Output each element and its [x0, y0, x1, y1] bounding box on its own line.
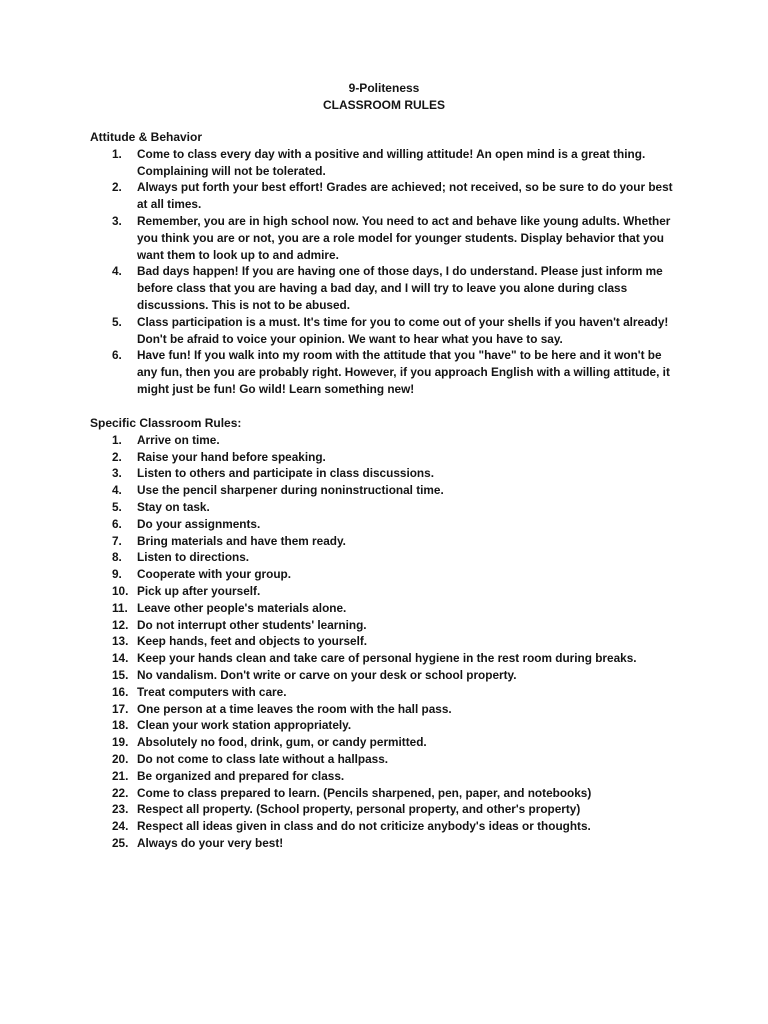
attitude-list-item — [90, 263, 690, 313]
list-item-text-line: before class that you are having a bad day, and I will try to leave you alone during class — [137, 281, 628, 296]
list-item-number: 23. — [112, 802, 129, 817]
list-item-number: 11. — [112, 600, 128, 615]
list-item-text: Do not come to class late without a hallpass. — [137, 751, 389, 766]
list-item-number: 6. — [112, 348, 122, 363]
document-subtitle: CLASSROOM RULES — [322, 98, 445, 112]
rule-list-item — [90, 600, 690, 617]
list-item-number: 9. — [112, 567, 122, 582]
rule-list-item — [90, 835, 690, 852]
attitude-list-item — [90, 179, 690, 213]
list-item-number: 4. — [112, 483, 122, 498]
list-item-text-line: Bad days happen! If you are having one of those days, I do understand. Please just inform me — [137, 264, 663, 279]
list-item-number: 12. — [112, 617, 129, 632]
rule-list-item — [90, 533, 690, 550]
list-item-text: Listen to others and participate in class discussions. — [137, 466, 434, 481]
list-item-number: 1. — [112, 432, 122, 447]
rule-list-item — [90, 499, 690, 516]
list-item-number: 7. — [112, 533, 122, 548]
list-item-number: 17. — [112, 701, 129, 716]
attitude-list-item — [90, 347, 690, 397]
rule-list-item — [90, 583, 690, 600]
list-item-number: 22. — [112, 785, 129, 800]
list-item-number: 8. — [112, 550, 122, 565]
list-item-number: 1. — [112, 146, 122, 161]
list-item-text: Do not interrupt other students' learning. — [137, 617, 367, 632]
list-item-text: Clean your work station appropriately. — [137, 718, 352, 733]
list-item-number: 16. — [112, 684, 129, 699]
list-item-text: Come to class prepared to learn. (Pencils sharpened, pen, paper, and notebooks) — [137, 785, 592, 800]
attitude-behavior-list — [90, 146, 690, 398]
list-item-text-line: discussions. This is not to be abused. — [137, 297, 351, 312]
rule-list-item — [90, 717, 690, 734]
list-item-number: 2. — [112, 449, 122, 464]
rule-list-item — [90, 549, 690, 566]
list-item-text: Absolutely no food, drink, gum, or candy permitted. — [137, 735, 427, 750]
list-item-text: Cooperate with your group. — [137, 567, 292, 582]
rule-list-item — [90, 734, 690, 751]
rule-list-item — [90, 751, 690, 768]
list-item-number: 24. — [112, 819, 129, 834]
list-item-text: No vandalism. Don't write or carve on your desk or school property. — [137, 667, 517, 682]
list-item-number: 10. — [112, 583, 129, 598]
list-item-number: 5. — [112, 499, 122, 514]
list-item-text: Leave other people's materials alone. — [137, 600, 347, 615]
rule-list-item — [90, 516, 690, 533]
list-item-text: Treat computers with care. — [137, 684, 287, 699]
specific-rules-list — [90, 432, 690, 852]
list-item-number: 19. — [112, 735, 129, 750]
list-item-text-line: at all times. — [137, 197, 202, 212]
list-item-text-line: Come to class every day with a positive and willing attitude! An open mind is a great thing. — [137, 146, 646, 161]
list-item-number: 20. — [112, 751, 129, 766]
list-item-text: Stay on task. — [137, 499, 210, 514]
document-title: 9-Politeness — [348, 81, 420, 95]
rule-list-item — [90, 617, 690, 634]
list-item-text-line: might just be fun! Go wild! Learn something new! — [137, 381, 415, 396]
rule-list-item — [90, 768, 690, 785]
attitude-list-item — [90, 213, 690, 263]
list-item-text: Use the pencil sharpener during noninstructional time. — [137, 483, 444, 498]
list-item-text: Bring materials and have them ready. — [137, 533, 346, 548]
rule-list-item — [90, 684, 690, 701]
list-item-text: One person at a time leaves the room with the hall pass. — [137, 701, 452, 716]
rule-list-item — [90, 566, 690, 583]
rule-list-item — [90, 818, 690, 835]
list-item-text: Respect all property. (School property, personal property, and other's property) — [137, 802, 581, 817]
specific-rules-heading: Specific Classroom Rules: — [90, 416, 242, 430]
list-item-text-line: want them to look up to and admire. — [137, 247, 339, 262]
list-item-number: 18. — [112, 718, 129, 733]
list-item-text-line: Class participation is a must. It's time for you to come out of your shells if you haven't already! — [137, 314, 669, 329]
list-item-text-line: Don't be afraid to voice your opinion. We want to hear what you have to say. — [137, 331, 563, 346]
list-item-text: Always do your very best! — [137, 835, 284, 850]
list-item-text-line: you think you are or not, you are a role model for younger students. Display behavior that you — [137, 230, 665, 245]
list-item-number: 14. — [112, 651, 129, 666]
list-item-text: Arrive on time. — [137, 432, 220, 447]
rule-list-item — [90, 633, 690, 650]
list-item-number: 5. — [112, 314, 122, 329]
rule-list-item — [90, 465, 690, 482]
rule-list-item — [90, 432, 690, 449]
rule-list-item — [90, 667, 690, 684]
list-item-text-line: Complaining will not be tolerated. — [137, 163, 326, 178]
specific-rules-section — [90, 415, 690, 852]
list-item-text-line: Remember, you are in high school now. You need to act and behave like young adults. Whether — [137, 213, 671, 228]
list-item-number: 3. — [112, 466, 122, 481]
rule-list-item — [90, 449, 690, 466]
rule-list-item — [90, 701, 690, 718]
list-item-number: 6. — [112, 516, 122, 531]
list-item-text-line: Have fun! If you walk into my room with the attitude that you "have" to be here and it won't be — [137, 348, 662, 363]
list-item-text: Be organized and prepared for class. — [137, 768, 345, 783]
list-item-text: Raise your hand before speaking. — [137, 449, 326, 464]
rule-list-item — [90, 801, 690, 818]
list-item-number: 3. — [112, 213, 122, 228]
attitude-list-item — [90, 314, 690, 348]
list-item-number: 4. — [112, 264, 122, 279]
list-item-number: 25. — [112, 835, 129, 850]
list-item-text: Listen to directions. — [137, 550, 250, 565]
list-item-number: 15. — [112, 667, 129, 682]
list-item-text: Pick up after yourself. — [137, 583, 261, 598]
attitude-behavior-section — [90, 129, 690, 398]
list-item-number: 13. — [112, 634, 129, 649]
attitude-behavior-heading: Attitude & Behavior — [90, 130, 203, 144]
rule-list-item — [90, 482, 690, 499]
list-item-number: 21. — [112, 768, 129, 783]
list-item-text: Keep your hands clean and take care of personal hygiene in the rest room during breaks. — [137, 651, 637, 666]
list-item-text: Respect all ideas given in class and do not criticize anybody's ideas or thoughts. — [137, 819, 591, 834]
list-item-text: Do your assignments. — [137, 516, 261, 531]
rule-list-item — [90, 650, 690, 667]
attitude-list-item — [90, 146, 690, 180]
list-item-number: 2. — [112, 180, 122, 195]
list-item-text-line: Always put forth your best effort! Grades are achieved; not received, so be sure to do your best — [137, 180, 673, 195]
list-item-text-line: any fun, then you are probably right. However, if you approach English with a willing attitude, it — [137, 365, 670, 380]
list-item-text: Keep hands, feet and objects to yourself. — [137, 634, 368, 649]
rule-list-item — [90, 785, 690, 802]
